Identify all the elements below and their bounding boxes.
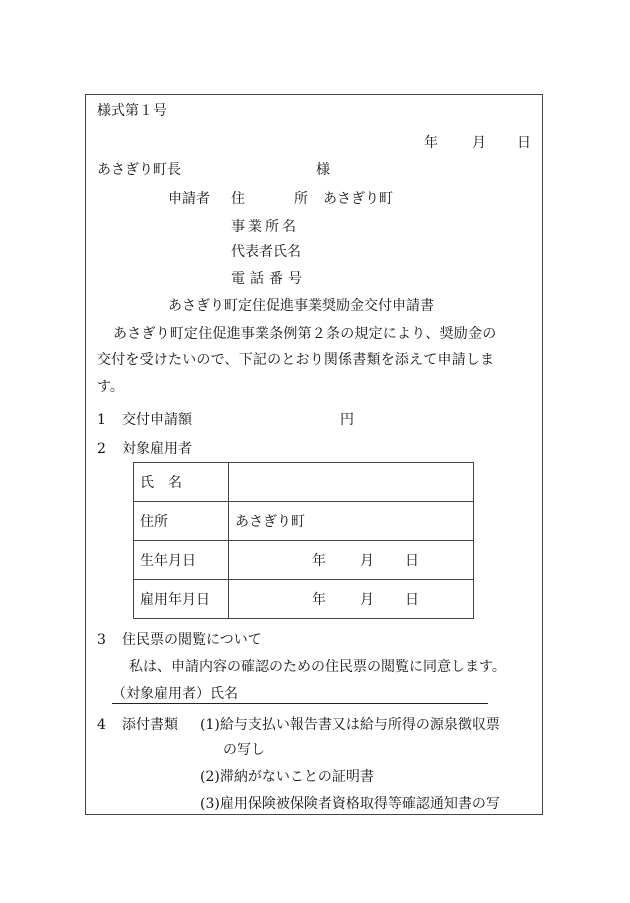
table-row: [134, 580, 474, 619]
birth-date-label: 生年月日: [134, 541, 229, 580]
name-label: 氏 名: [134, 463, 229, 502]
birth-date-cell: [229, 541, 474, 580]
item-1-number: 1: [97, 412, 106, 428]
name-value-cell: [229, 463, 474, 502]
hire-month: 月: [360, 592, 374, 608]
birth-day: 日: [405, 553, 419, 569]
body-line-3: す。: [97, 379, 124, 395]
attachment-2: (2)滞納がないことの証明書: [200, 769, 374, 785]
representative-name-label: 代表者氏名: [231, 244, 301, 260]
birth-year: 年: [312, 553, 326, 569]
address-label: 住所: [134, 502, 229, 541]
hire-day: 日: [405, 592, 419, 608]
address-label-2: 所: [294, 191, 308, 207]
table-row: [134, 463, 474, 502]
address-label-1: 住: [231, 191, 245, 207]
office-name-label: 事業所名: [231, 219, 299, 235]
item-3-label: 住民票の閲覧について: [122, 632, 262, 648]
form-number: 様式第１号: [97, 103, 167, 119]
body-line-1: あさぎり町定住促進事業条例第２条の規定により、奨励金の: [113, 326, 497, 342]
hire-date-cell: [229, 580, 474, 619]
signature-line: [112, 703, 488, 704]
signature-label: （対象雇用者）氏名: [112, 686, 238, 702]
applicant-label: 申請者: [168, 191, 210, 207]
item-2-number: 2: [97, 441, 106, 457]
item-1-label: 交付申請額: [122, 412, 192, 428]
item-2-label: 対象雇用者: [122, 441, 192, 457]
body-line-2: 交付を受けたいので、下記のとおり関係書類を添えて申請しま: [97, 352, 495, 368]
item-4-label: 添付書類: [122, 717, 178, 733]
hire-year: 年: [312, 592, 326, 608]
attachment-1-line-1: (1)給与支払い報告書又は給与所得の源泉徴収票: [200, 717, 500, 733]
addressee-title: あさぎり町長: [97, 162, 181, 178]
birth-month: 月: [360, 553, 374, 569]
table-row: [134, 502, 474, 541]
date-month: 月: [472, 135, 486, 151]
hire-date-label: 雇用年月日: [134, 580, 229, 619]
item-4-number: 4: [97, 717, 106, 733]
attachment-3: (3)雇用保険被保険者資格取得等確認通知書の写: [200, 796, 500, 812]
consent-text: 私は、申請内容の確認のための住民票の閲覧に同意します。: [129, 659, 506, 675]
document-title: あさぎり町定住促進事業奨励金交付申請書: [168, 298, 434, 314]
phone-number-label: 電話番号: [231, 271, 307, 287]
item-1-unit: 円: [340, 412, 354, 428]
date-day: 日: [517, 135, 531, 151]
applicant-address-value: あさぎり町: [323, 191, 393, 207]
table-row: [134, 541, 474, 580]
employee-table: [133, 462, 474, 619]
date-year: 年: [424, 135, 438, 151]
item-3-number: 3: [97, 632, 106, 648]
attachment-1-line-2: の写し: [223, 742, 265, 758]
address-value: あさぎり町: [229, 502, 474, 541]
addressee-honorific: 様: [316, 162, 330, 178]
